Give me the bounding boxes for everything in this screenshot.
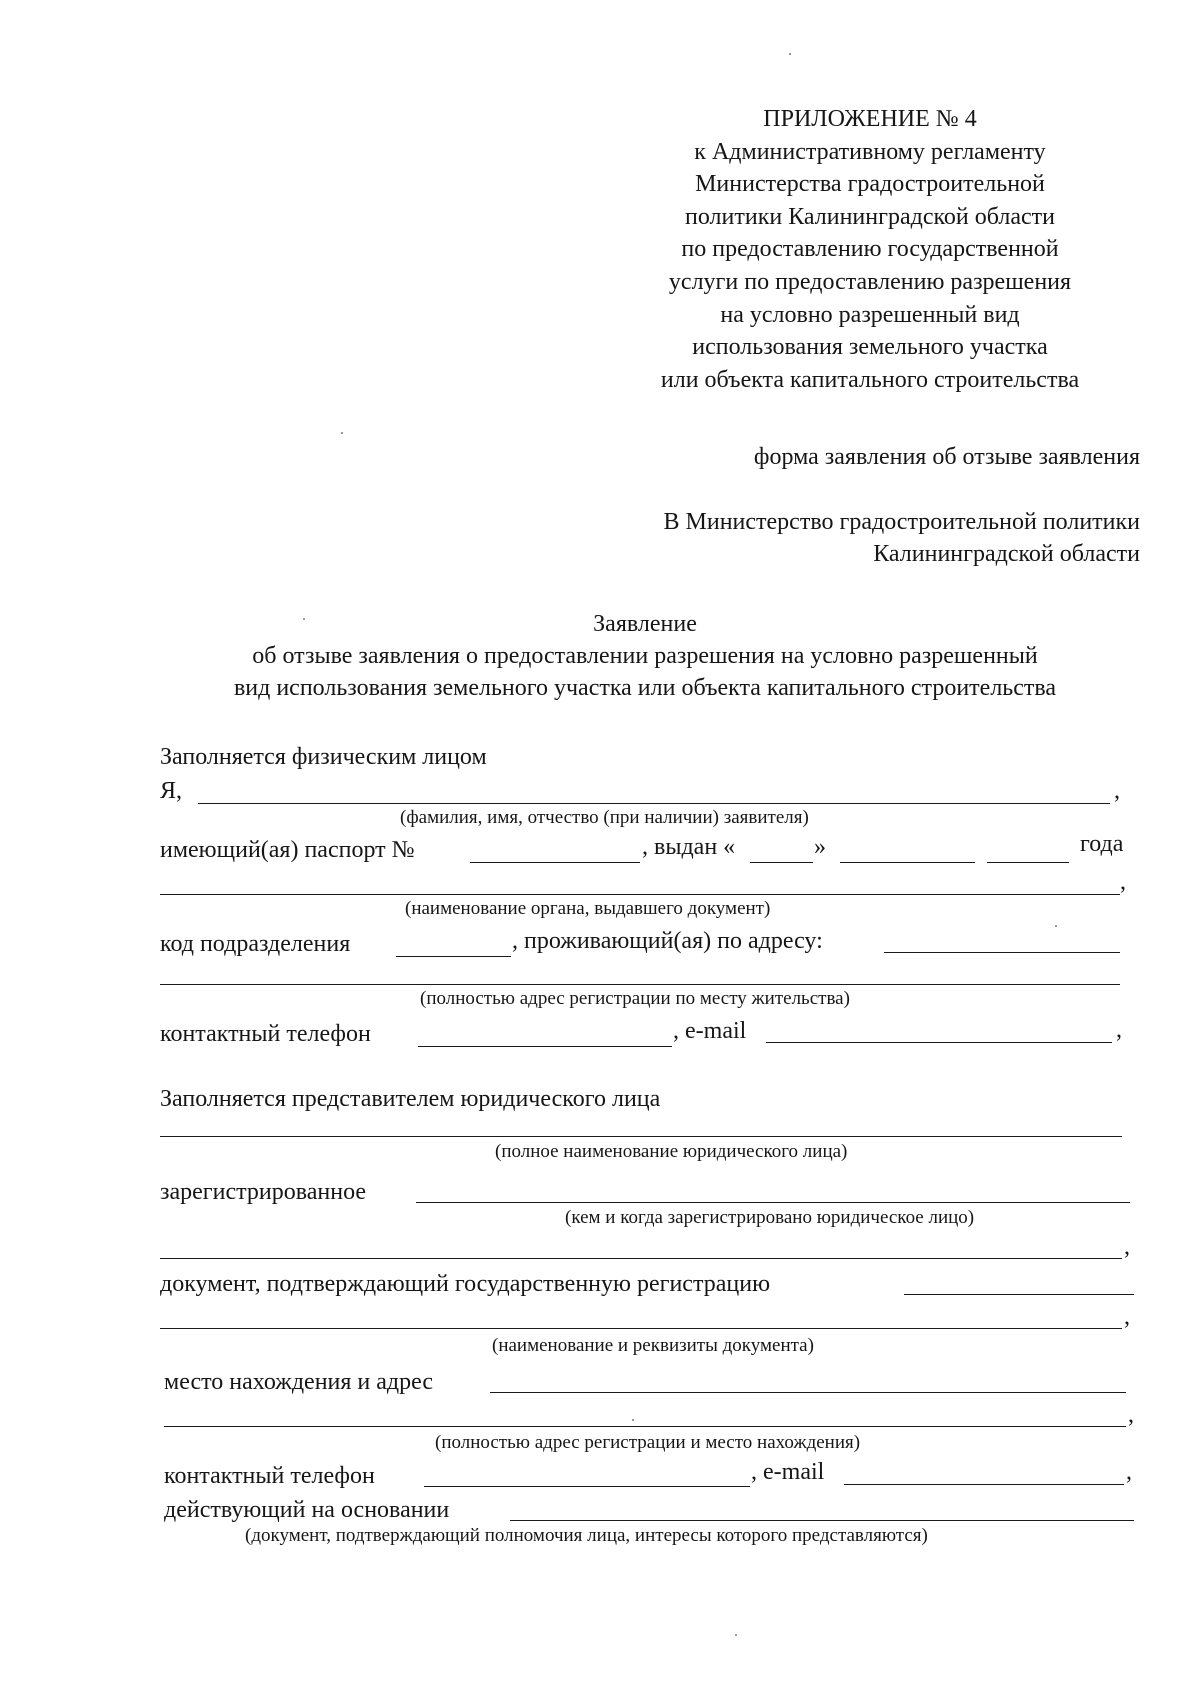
legal-heading: Заполняется представителем юридического лица bbox=[160, 1086, 661, 1112]
issued-close-quote: » bbox=[814, 834, 826, 860]
annex-line: использования земельного участка bbox=[692, 334, 1048, 361]
individual-email-label: , e-mail bbox=[673, 1018, 747, 1044]
registered-field[interactable] bbox=[416, 1202, 1130, 1203]
statement-title: Заявление bbox=[593, 611, 697, 637]
scan-speck bbox=[735, 1634, 737, 1636]
location-field-2[interactable] bbox=[164, 1426, 1126, 1427]
addressee-line-1: В Министерство градостроительной политики bbox=[663, 509, 1140, 535]
address-caption: (полностью адрес регистрации по месту жительства) bbox=[420, 988, 850, 1009]
legal-phone-label: контактный телефон bbox=[164, 1463, 375, 1489]
annex-line: Министерства градостроительной bbox=[695, 171, 1045, 198]
individual-heading: Заполняется физическим лицом bbox=[160, 744, 487, 770]
division-code-label: код подразделения bbox=[160, 931, 351, 957]
legal-email-label: , e-mail bbox=[751, 1459, 825, 1485]
comma: , bbox=[1120, 869, 1126, 895]
i-label: Я, bbox=[160, 778, 183, 804]
name-caption: (фамилия, имя, отчество (при наличии) заявителя) bbox=[400, 807, 809, 828]
annex-block bbox=[600, 103, 1140, 396]
legal-phone-field[interactable] bbox=[424, 1486, 750, 1487]
scan-speck bbox=[632, 1419, 634, 1421]
location-label: место нахождения и адрес bbox=[164, 1369, 434, 1395]
year-label: года bbox=[1080, 831, 1124, 857]
issuing-authority-field[interactable] bbox=[160, 894, 1120, 895]
registration-doc-label: документ, подтверждающий государственную регистрацию bbox=[160, 1271, 770, 1297]
comma: , bbox=[1124, 1234, 1130, 1260]
issued-month-field[interactable] bbox=[840, 862, 975, 863]
basis-field[interactable] bbox=[510, 1520, 1134, 1521]
residing-label: , проживающий(ая) по адресу: bbox=[512, 928, 823, 954]
form-name: форма заявления об отзыве заявления bbox=[753, 444, 1140, 470]
location-caption: (полностью адрес регистрации и место нахождения) bbox=[435, 1432, 861, 1453]
addressee-line-2: Калининградской области bbox=[873, 541, 1140, 567]
statement-line-2: вид использования земельного участка или объекта капитального строительства bbox=[233, 675, 1057, 701]
individual-phone-label: контактный телефон bbox=[160, 1021, 371, 1047]
registration-doc-field-2[interactable] bbox=[160, 1328, 1122, 1329]
legal-email-field[interactable] bbox=[844, 1484, 1124, 1485]
applicant-name-field[interactable] bbox=[198, 803, 1110, 804]
comma: , bbox=[1128, 1402, 1134, 1428]
registered-label: зарегистрированное bbox=[160, 1179, 367, 1205]
basis-label: действующий на основании bbox=[164, 1497, 450, 1523]
scan-speck bbox=[789, 53, 791, 55]
annex-title: ПРИЛОЖЕНИЕ № 4 bbox=[763, 106, 977, 132]
individual-email-field[interactable] bbox=[766, 1042, 1112, 1043]
annex-line: политики Калининградской области bbox=[685, 203, 1055, 230]
issued-label: , выдан « bbox=[642, 834, 736, 860]
residence-address-field[interactable] bbox=[884, 952, 1120, 953]
comma: , bbox=[1124, 1304, 1130, 1330]
statement-line-1: об отзыве заявления о предоставлении разрешения на условно разрешенный bbox=[252, 643, 1038, 669]
scan-speck bbox=[303, 618, 305, 620]
passport-number-field[interactable] bbox=[470, 862, 640, 863]
individual-phone-field[interactable] bbox=[418, 1046, 672, 1047]
legal-name-field[interactable] bbox=[160, 1136, 1122, 1137]
comma: , bbox=[1116, 1017, 1122, 1043]
comma: , bbox=[1126, 1459, 1132, 1485]
annex-line: к Административному регламенту bbox=[694, 138, 1046, 165]
basis-caption: (документ, подтверждающий полномочия лица, интересы которого представляются) bbox=[245, 1525, 928, 1546]
annex-line: на условно разрешенный вид bbox=[720, 301, 1020, 328]
scan-speck bbox=[1055, 925, 1057, 927]
comma: , bbox=[1114, 778, 1120, 804]
residence-address-field-2[interactable] bbox=[160, 984, 1120, 985]
registered-field-2[interactable] bbox=[160, 1258, 1122, 1259]
passport-label: имеющий(ая) паспорт № bbox=[160, 837, 415, 863]
issued-year-field[interactable] bbox=[987, 862, 1069, 863]
doc-caption: (наименование и реквизиты документа) bbox=[492, 1335, 814, 1356]
issued-day-field[interactable] bbox=[750, 862, 813, 863]
annex-line: по предоставлению государственной bbox=[681, 236, 1059, 263]
registration-doc-field[interactable] bbox=[904, 1294, 1134, 1295]
annex-line: или объекта капитального строительства bbox=[660, 366, 1080, 393]
location-field[interactable] bbox=[490, 1392, 1126, 1393]
authority-caption: (наименование органа, выдавшего документ) bbox=[405, 898, 771, 919]
division-code-field[interactable] bbox=[396, 956, 511, 957]
legal-name-caption: (полное наименование юридического лица) bbox=[495, 1141, 848, 1162]
scan-speck bbox=[341, 432, 343, 434]
annex-line: услуги по предоставлению разрешения bbox=[668, 268, 1072, 295]
registered-caption: (кем и когда зарегистрировано юридическое лицо) bbox=[565, 1207, 975, 1228]
